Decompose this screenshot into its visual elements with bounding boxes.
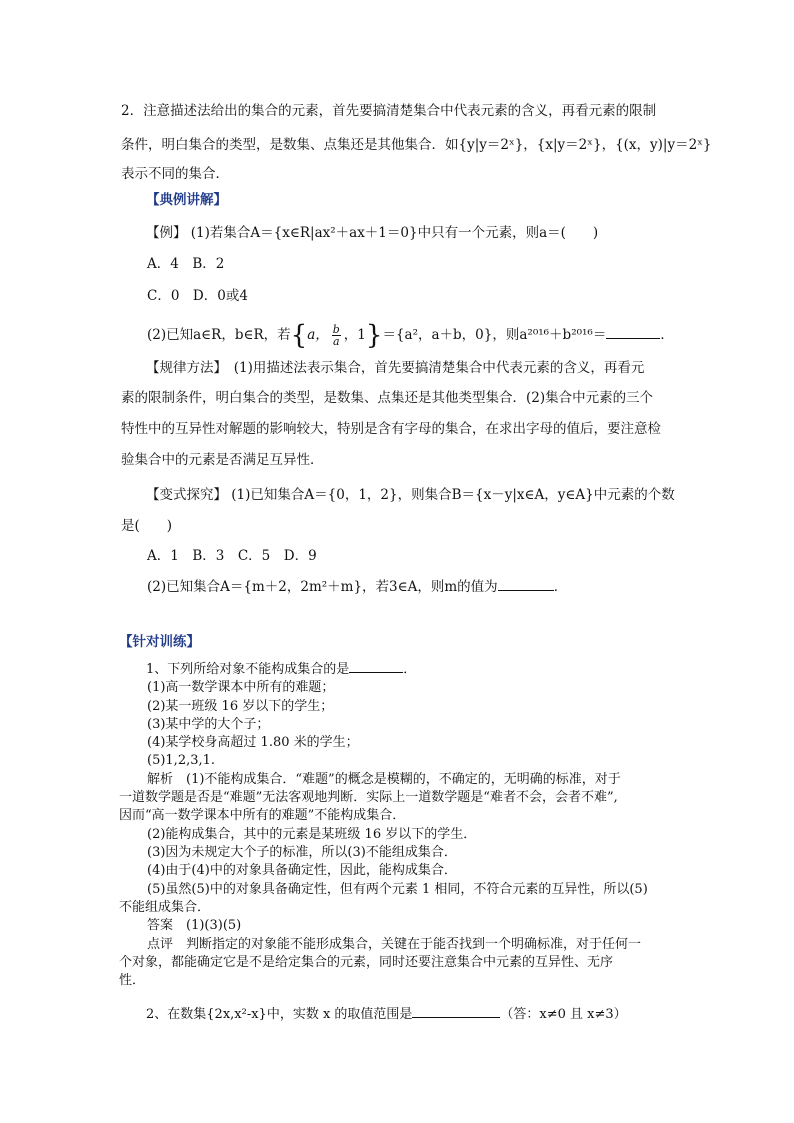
example-tag: 【例】 [146,225,187,241]
fraction-numerator: b [332,323,340,336]
variant-line-2: 是( ) [121,518,173,534]
analysis-line: (4)由于(4)中的对象具备确定性，因此，能构成集合． [147,863,457,878]
analysis-line: (3)因为未规定大个子的标准，所以(3)不能组成集合． [147,845,457,860]
comment-line: 个对象，都能确定它是不是给定集合的元素，同时还要注意集合中元素的互异性、无序 [119,955,614,970]
method-line-1: 【规律方法】 (1)用描述法表示集合，首先要搞清楚集合中代表元素的含义，再看元 [146,360,645,376]
example-q1-options-cd: C．0 D．0或4 [147,288,248,304]
training-item: (5)1,2,3,1. [147,753,216,768]
left-brace: { [290,320,308,351]
training-item: (1)高一数学课本中所有的难题； [147,680,335,695]
training-question-2 [146,1005,627,1024]
answer-blank [606,326,660,339]
analysis-line: (5)虽然(5)中的对象具备确定性，但有两个元素 1 相同，不符合元素的互异性，所以(5) [147,882,648,897]
method-line-4: 验集合中的元素是否满足互异性． [121,452,324,468]
example-q1-options-ab: A．4 B．2 [147,256,225,272]
variant-options: A．1 B．3 C．5 D．9 [147,548,317,564]
example-question-2 [147,320,674,351]
analysis-line: 一道数学题是否是“难题”无法客观地判断．实际上一道数学题是“难者不会，会者不难”, [119,790,618,805]
variant-line-1: 【变式探究】 (1)已知集合A＝{0，1，2}，则集合B＝{x－y|x∈A，y∈A}中元素的个数 [146,487,675,503]
variant-question-2 [147,578,567,596]
section-title-examples: 【典例讲解】 [146,192,227,208]
intro-line-1: 2．注意描述法给出的集合的元素，首先要搞清楚集合中代表元素的含义，再看元素的限制 [121,103,657,119]
example-q2-end: ． [660,327,674,343]
variant-q2-text: (2)已知集合A＝{m＋2，2m²＋m}，若3∈A，则m的值为 [147,579,498,595]
training-question-1 [146,660,416,679]
method-line-3: 特性中的互异性对解题的影响较大，特别是含有字母的集合，在求出字母的值后，要注意检 [121,421,661,437]
example-q2-a: a， [307,327,329,343]
analysis-line: 因而“高一数学课本中所有的难题”不能构成集合． [119,808,406,823]
fraction-denominator: a [332,335,340,348]
method-line-2: 素的限制条件，明白集合的类型，是数集、点集还是其他类型集合．(2)集合中元素的三个 [121,390,654,406]
answer-blank [412,1005,500,1018]
example-q2-pre: (2)已知a∈R，b∈R，若 [147,327,291,343]
analysis-line: (2)能构成集合，其中的元素是某班级 16 岁以下的学生． [147,827,477,842]
example-q2-post: ＝{a²，a＋b，0}，则a²⁰¹⁶＋b²⁰¹⁶＝ [382,327,607,343]
comment-line: 性． [119,973,146,988]
example-question-1 [146,224,598,242]
analysis-line: 解析 (1)不能构成集合．“难题”的概念是模糊的，不确定的，无明确的标准，对于 [147,772,621,787]
comment-line: 点评 判断指定的对象能不能形成集合，关键在于能否找到一个明确标准，对于任何一 [147,937,642,952]
training-q2-text: 2、在数集{2x,x²-x}中，实数 x 的取值范围是 [146,1007,413,1022]
right-brace: } [365,320,383,351]
intro-line-2: 条件，明白集合的类型，是数集、点集还是其他集合．如{y|y＝2ˣ}，{x|y＝2ˣ}，{(x，y)|y＝2ˣ} [121,137,712,153]
training-item: (4)某学校身高超过 1.80 米的学生； [147,735,359,750]
training-item: (3)某中学的大个子； [147,717,270,732]
answer-blank [498,578,554,591]
example-q1-text: (1)若集合A＝{x∈R|ax²＋ax＋1＝0}中只有一个元素，则a＝( ) [186,225,599,241]
fraction-b-over-a [332,324,341,347]
intro-line-3: 表示不同的集合． [121,166,229,182]
training-q2-answer: （答：x≠0 且 x≠3） [500,1007,627,1022]
variant-q2-end: ． [553,579,568,595]
training-answer: 答案 (1)(3)(5) [147,918,242,933]
answer-blank [349,660,403,673]
section-title-training: 【针对训练】 [119,634,200,650]
training-q1-text: 1、下列所给对象不能构成集合的是 [146,662,350,677]
example-q2-one: ，1 [343,327,366,343]
training-item: (2)某一班级 16 岁以下的学生； [147,699,334,714]
training-q1-end: ． [403,662,417,677]
analysis-line: 不能组成集合． [119,900,211,915]
